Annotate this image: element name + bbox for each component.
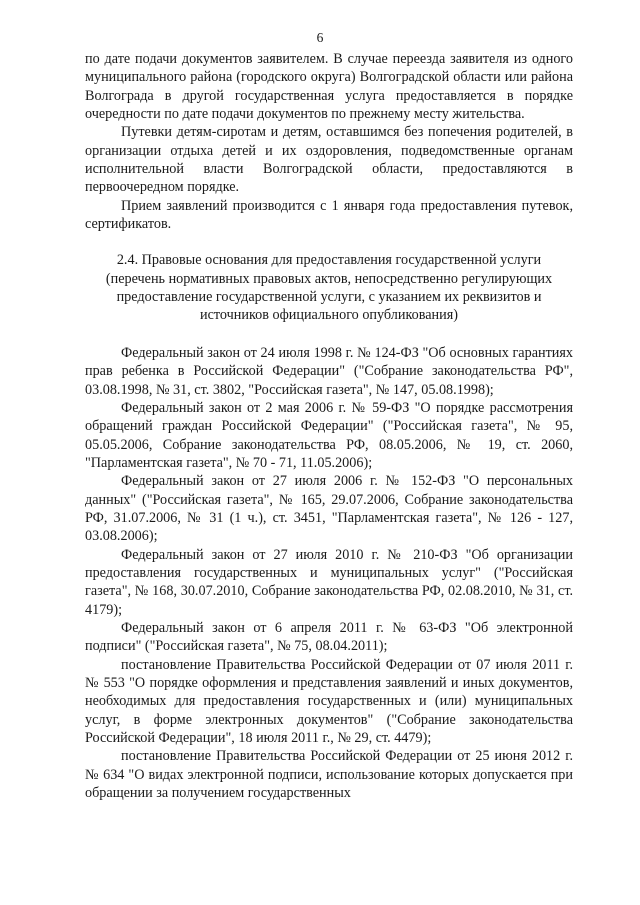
legal-act-item: постановление Правительства Российской Федерации от 25 июня 2012 г. № 634 "О видах электронной подписи, использование которых допускается при обращении за получением государственных <box>85 748 573 802</box>
document-body <box>85 50 573 802</box>
paragraph: Путевки детям-сиротам и детям, оставшимся без попечения родителей, в организации отдыха детей и их оздоровления, подведомственные органам исполнительной власти Волгоградской области, предоставляются в первоочередном порядке. <box>85 124 573 196</box>
legal-act-item: Федеральный закон от 2 мая 2006 г. № 59-ФЗ "О порядке рассмотрения обращений граждан Российской Федерации" ("Российская газета", № 95, 05.05.2006, Собрание законодательства РФ, 08.05.2006, № 19, ст. 2060, "Парламентская газета", № 70 - 71, 11.05.2006); <box>85 399 573 471</box>
page-number: 6 <box>316 30 324 45</box>
paragraph: Прием заявлений производится с 1 января года предоставления путевок, сертификатов. <box>85 197 573 233</box>
legal-act-item: Федеральный закон от 24 июля 1998 г. № 124-ФЗ "Об основных гарантиях прав ребенка в Российской Федерации" ("Собрание законодательства РФ", 03.08.1998, № 31, ст. 3802, "Российская газета", № 147, 05.08.1998); <box>85 344 573 398</box>
legal-act-item: Федеральный закон от 27 июля 2006 г. № 152-ФЗ "О персональных данных" ("Российская газета", № 165, 29.07.2006, Собрание законодательства РФ, 31.07.2006, № 31 (1 ч.), ст. 3451, "Парламентская газета", № 126 - 127, 03.08.2006); <box>85 473 573 545</box>
legal-act-item: постановление Правительства Российской Федерации от 07 июля 2011 г. № 553 "О порядке оформления и представления заявлений и иных документов, необходимых для предоставления государственных и (или) муниципальных услуг, в форме электронных документов" ("Собрание законодательства Российской Федерации", 18 июля 2011 г., № 29, ст. 4479); <box>85 656 573 747</box>
legal-act-item: Федеральный закон от 27 июля 2010 г. № 210-ФЗ "Об организации предоставления государственных и муниципальных услуг" ("Российская газета", № 168, 30.07.2010, Собрание законодательства РФ, 02.08.2010, № 31, ст. 4179); <box>85 546 573 618</box>
legal-act-item: Федеральный закон от 6 апреля 2011 г. № 63-ФЗ "Об электронной подписи" ("Российская газета", № 75, 08.04.2011); <box>85 619 573 655</box>
section-heading: 2.4. Правовые основания для предоставления государственной услуги (перечень нормативных правовых актов, непосредственно регулирующих предоставление государственной услуги, с указанием их реквизитов и источников официального опубликования) <box>105 252 553 324</box>
paragraph: по дате подачи документов заявителем. В случае переезда заявителя из одного муниципального района (городского округа) Волгоградской области или района Волгограда в другой государственная услуга предоставляется в порядке очередности по дате подачи документов по прежнему месту жительства. <box>85 51 573 123</box>
